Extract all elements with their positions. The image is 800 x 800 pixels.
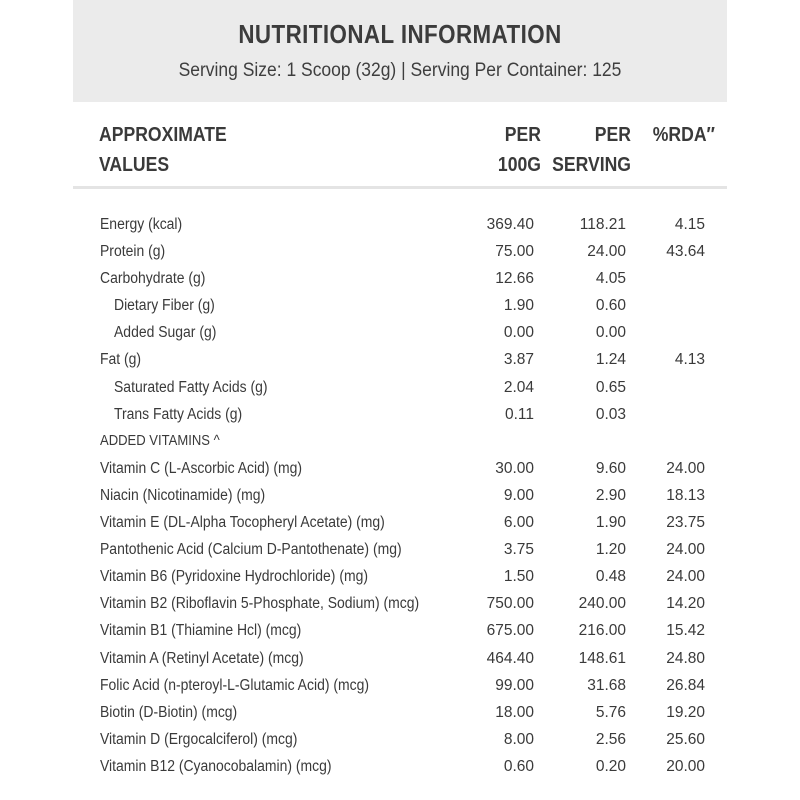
nutrient-name: Vitamin B12 (Cyanocobalamin) (mcg) bbox=[100, 757, 332, 775]
nutrient-row bbox=[73, 591, 727, 618]
value-per-serving: 5.76 bbox=[595, 703, 626, 721]
value-rda: 24.00 bbox=[666, 568, 705, 586]
value-per-serving: 240.00 bbox=[578, 595, 626, 613]
nutrient-row bbox=[73, 646, 727, 673]
value-rda: 14.20 bbox=[666, 595, 705, 613]
nutrient-name: Vitamin B6 (Pyridoxine Hydrochloride) (mg) bbox=[100, 568, 368, 586]
nutrient-row bbox=[73, 347, 727, 374]
section-heading-row bbox=[73, 429, 727, 456]
value-per-100g: 369.40 bbox=[486, 216, 534, 233]
value-rda: 24.00 bbox=[666, 459, 705, 477]
value-per-serving: 0.00 bbox=[595, 324, 626, 342]
nutrient-row bbox=[73, 239, 727, 266]
value-per-serving: 0.20 bbox=[595, 757, 626, 775]
value-rda: 18.13 bbox=[666, 486, 705, 504]
nutrient-name: ADDED VITAMINS ^ bbox=[100, 432, 220, 449]
value-per-serving: 24.00 bbox=[587, 243, 626, 261]
nutrient-row bbox=[73, 212, 727, 239]
value-per-serving: 2.56 bbox=[595, 730, 626, 748]
value-per-100g: 18.00 bbox=[495, 703, 534, 721]
value-rda: 4.13 bbox=[674, 351, 705, 369]
value-rda: 25.60 bbox=[666, 730, 705, 748]
value-per-100g: 9.00 bbox=[503, 486, 534, 504]
column-header-per-serving-line1: PER bbox=[594, 124, 631, 146]
nutrient-name: Protein (g) bbox=[100, 243, 166, 261]
value-per-100g: 0.00 bbox=[503, 324, 534, 342]
serving-info: Serving Size: 1 Scoop (32g) | Serving Per Container: 125 bbox=[178, 60, 622, 81]
page-title: NUTRITIONAL INFORMATION bbox=[238, 19, 562, 49]
value-per-serving: 118.21 bbox=[579, 216, 626, 233]
nutrient-table bbox=[73, 212, 727, 781]
value-per-serving: 0.65 bbox=[595, 378, 626, 396]
nutrient-name: Dietary Fiber (g) bbox=[114, 297, 215, 315]
value-rda: 43.64 bbox=[666, 243, 705, 261]
nutrient-name: Vitamin D (Ergocalciferol) (mcg) bbox=[100, 730, 298, 748]
value-per-100g: 1.90 bbox=[503, 297, 534, 315]
value-per-serving: 4.05 bbox=[595, 270, 626, 288]
value-per-serving: 0.60 bbox=[595, 297, 626, 315]
value-per-100g: 0.11 bbox=[504, 405, 534, 423]
value-per-serving: 148.61 bbox=[578, 649, 626, 667]
nutrient-name: Folic Acid (n-pteroyl-L-Glutamic Acid) (mcg) bbox=[100, 676, 369, 694]
nutrient-row bbox=[73, 618, 727, 645]
value-rda: 26.84 bbox=[666, 676, 705, 694]
value-rda: 23.75 bbox=[666, 514, 705, 532]
nutrient-row bbox=[73, 673, 727, 700]
nutrient-row bbox=[73, 483, 727, 510]
nutrient-name: Added Sugar (g) bbox=[114, 324, 217, 342]
value-per-serving: 1.90 bbox=[595, 514, 626, 532]
nutrient-row bbox=[73, 510, 727, 537]
value-per-serving: 9.60 bbox=[595, 459, 626, 477]
value-per-serving: 0.03 bbox=[595, 405, 626, 423]
column-header-rda-label: %RDA″ bbox=[652, 124, 715, 146]
nutrient-row bbox=[73, 700, 727, 727]
value-per-100g: 3.75 bbox=[503, 541, 534, 559]
value-per-100g: 675.00 bbox=[486, 622, 534, 640]
value-rda: 24.00 bbox=[666, 541, 705, 559]
value-per-100g: 750.00 bbox=[486, 595, 534, 613]
value-per-serving: 0.48 bbox=[595, 568, 626, 586]
column-header-values bbox=[99, 120, 227, 180]
value-per-100g: 0.60 bbox=[503, 757, 534, 775]
nutrient-name: Energy (kcal) bbox=[100, 216, 183, 233]
nutrient-name: Vitamin E (DL-Alpha Tocopheryl Acetate) (mg) bbox=[100, 514, 385, 532]
nutrient-name: Fat (g) bbox=[100, 351, 142, 369]
header-band bbox=[73, 0, 727, 102]
column-header-per-100g-line2: 100G bbox=[497, 154, 541, 176]
value-per-100g: 99.00 bbox=[495, 676, 534, 694]
nutrient-name: Carbohydrate (g) bbox=[100, 270, 206, 288]
nutrient-name: Vitamin A (Retinyl Acetate) (mcg) bbox=[100, 649, 304, 667]
nutrient-row bbox=[73, 537, 727, 564]
nutrient-row bbox=[73, 456, 727, 483]
value-per-100g: 30.00 bbox=[495, 459, 534, 477]
column-header-per-serving bbox=[548, 120, 631, 180]
nutrient-row bbox=[73, 375, 727, 402]
nutrient-row bbox=[73, 727, 727, 754]
value-rda: 20.00 bbox=[666, 757, 705, 775]
column-header-per-serving-line2: SERVING bbox=[552, 154, 631, 176]
value-per-serving: 1.24 bbox=[595, 351, 626, 369]
value-rda: 19.20 bbox=[666, 703, 705, 721]
value-per-serving: 2.90 bbox=[595, 486, 626, 504]
nutrient-row bbox=[73, 293, 727, 320]
value-per-100g: 2.04 bbox=[503, 378, 534, 396]
column-header-values-line2: VALUES bbox=[99, 154, 170, 176]
column-header-values-line1: APPROXIMATE bbox=[99, 124, 227, 146]
value-per-serving: 1.20 bbox=[595, 541, 626, 559]
header-divider bbox=[73, 186, 727, 189]
nutrient-row bbox=[73, 320, 727, 347]
value-per-100g: 464.40 bbox=[486, 649, 534, 667]
column-header-per-100g bbox=[464, 120, 541, 180]
nutrient-row bbox=[73, 564, 727, 591]
nutrient-row bbox=[73, 402, 727, 429]
nutrient-row bbox=[73, 754, 727, 781]
value-per-serving: 216.00 bbox=[578, 622, 626, 640]
value-per-100g: 75.00 bbox=[495, 243, 534, 261]
nutrient-row bbox=[73, 266, 727, 293]
nutrient-name: Vitamin C (L-Ascorbic Acid) (mg) bbox=[100, 459, 303, 477]
nutrient-name: Pantothenic Acid (Calcium D-Pantothenate) (mg) bbox=[100, 541, 402, 559]
value-rda: 24.80 bbox=[666, 649, 705, 667]
value-per-100g: 8.00 bbox=[503, 730, 534, 748]
value-rda: 15.42 bbox=[666, 622, 705, 640]
nutrient-name: Niacin (Nicotinamide) (mg) bbox=[100, 486, 266, 504]
value-per-serving: 31.68 bbox=[587, 676, 626, 694]
value-per-100g: 12.66 bbox=[495, 270, 534, 288]
value-per-100g: 3.87 bbox=[503, 351, 534, 369]
nutrient-name: Biotin (D-Biotin) (mcg) bbox=[100, 703, 238, 721]
nutrient-name: Vitamin B1 (Thiamine Hcl) (mcg) bbox=[100, 622, 302, 640]
column-header-per-100g-line1: PER bbox=[504, 124, 541, 146]
nutrient-name: Trans Fatty Acids (g) bbox=[114, 405, 243, 423]
value-per-100g: 1.50 bbox=[503, 568, 534, 586]
nutrient-name: Saturated Fatty Acids (g) bbox=[114, 378, 268, 396]
nutrition-label bbox=[73, 0, 727, 800]
nutrient-name: Vitamin B2 (Riboflavin 5-Phosphate, Sodium) (mcg) bbox=[100, 595, 420, 613]
column-header-rda bbox=[645, 120, 715, 150]
value-rda: 4.15 bbox=[674, 216, 705, 233]
value-per-100g: 6.00 bbox=[503, 514, 534, 532]
